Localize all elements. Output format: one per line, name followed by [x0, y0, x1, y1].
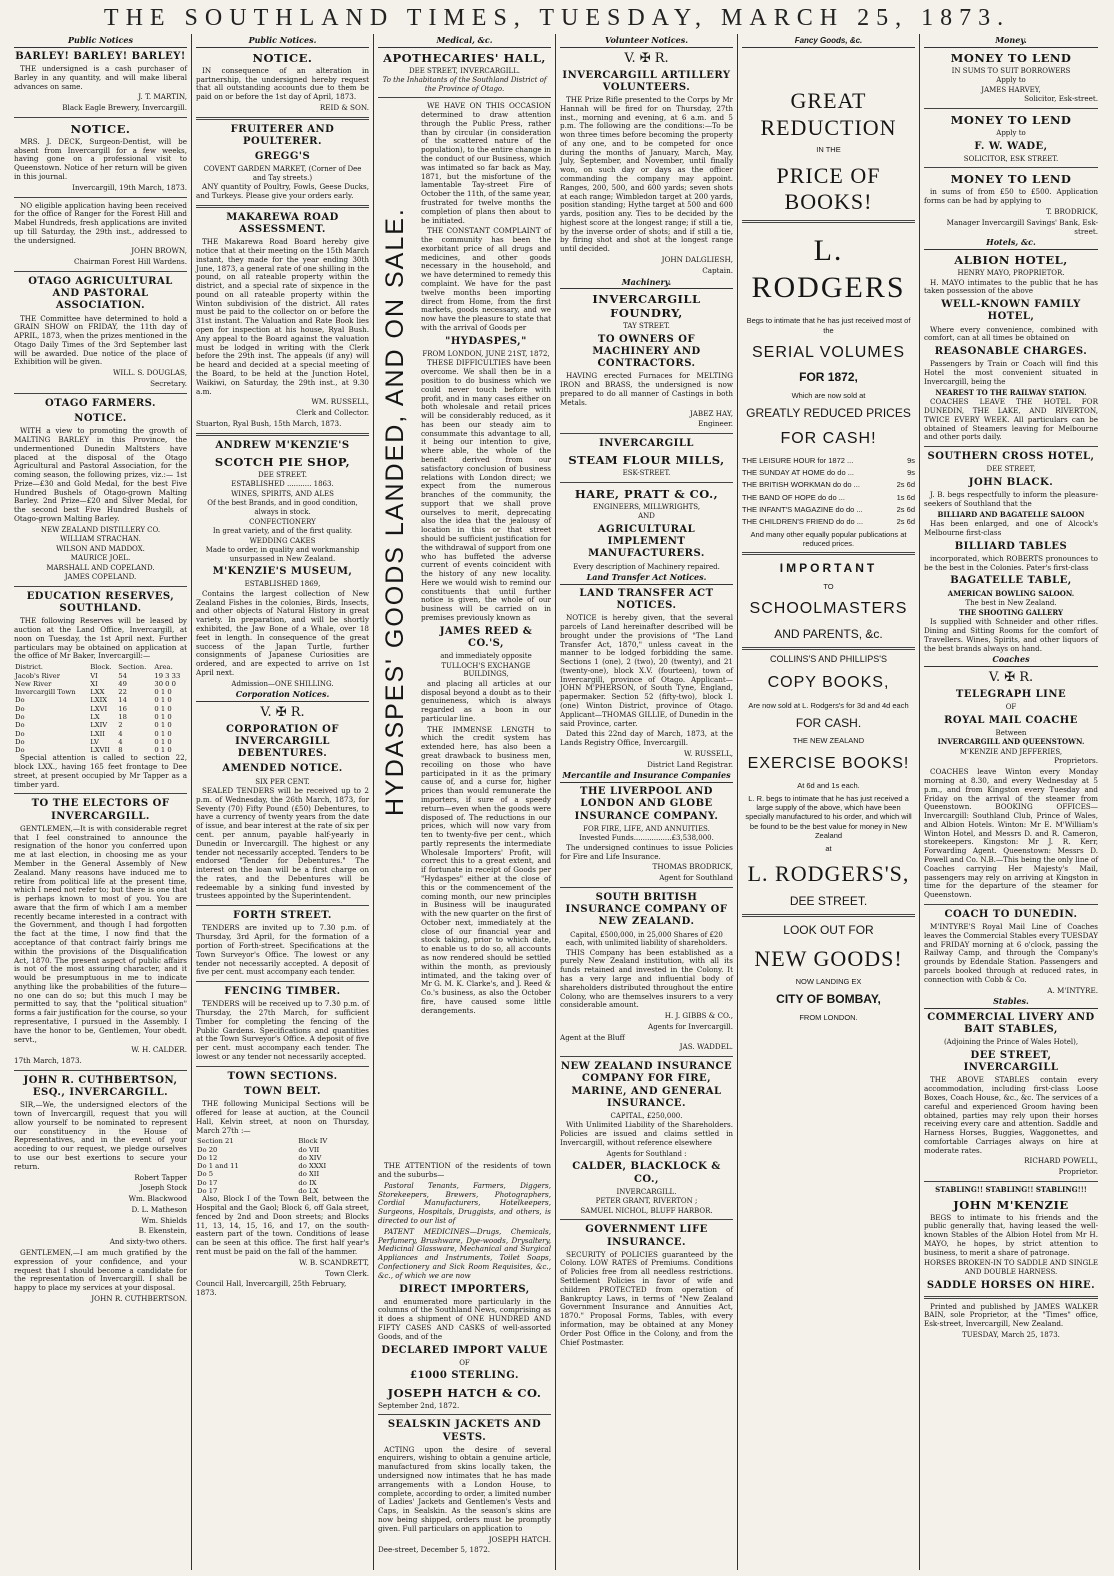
ship-name: "HYDASPES," — [445, 335, 527, 347]
apothecaries-street: DEE STREET, INVERCARGILL. — [409, 66, 520, 75]
sbritish-cap: Capital, £500,000, in 25,000 Shares of £20 each, with unlimited liability of shareholders. — [565, 930, 728, 948]
apothecaries-title: APOTHECARIES' HALL, — [383, 50, 546, 65]
price-row: THE BAND OF HOPE do do ... 1s 6d — [742, 492, 915, 502]
dee-street: DEE STREET. — [789, 893, 868, 908]
makarewa-sig2: Clerk and Collector. — [296, 408, 369, 418]
imprint-date: TUESDAY, March 25, 1873. — [962, 1331, 1060, 1340]
town-title: TOWN SECTIONS. — [227, 1070, 338, 1082]
table-row: Do LXVI 16 0 1 0 — [15, 704, 172, 713]
cross-body2: Has been enlarged, and one of Alcock's Melbourne first-class — [924, 519, 1098, 537]
notice-date: Invercargill, 19th March, 1873. — [72, 182, 187, 192]
mckenzie-line: WEDDING CAKES — [249, 536, 316, 545]
livery-title: COMMERCIAL LIVERY AND BAIT STABLES, — [927, 1012, 1095, 1036]
table-row: Do 17 do LX — [197, 1186, 319, 1195]
land-sig: W. RUSSELL, — [684, 748, 733, 758]
dunedin-body: M'INTYRE'S Royal Mail Line of Coaches leaves the Commercial Stables every TUESDAY and FRIDAY morning at 6 o'clock, passing the Railway Camp, and through the Company's grounds by Edendale Station. Passengers and parcels booked through at reduced rates, in connection with Cobb & Co. — [924, 922, 1098, 984]
sealskin-sig: JOSEPH HATCH. — [488, 1534, 551, 1544]
money-name: T. BRODRICK, — [1045, 206, 1098, 216]
albion-body3: Passengers by Train or Coach will find this Hotel the most convenient situated in Invercargill, being the — [924, 359, 1098, 386]
farmers-name: NEW ZEALAND DISTILLERY CO. — [40, 525, 161, 534]
column-2 — [192, 34, 374, 1570]
fencing-title: FENCING TIMBER. — [224, 986, 341, 998]
barley-sig2: Black Eagle Brewery, Invercargill. — [62, 103, 187, 113]
farmers-title: OTAGO FARMERS. — [44, 397, 157, 409]
telegraph-title: TELEGRAPH LINE — [955, 688, 1067, 700]
stabling-horses: HORSES BROKEN-IN TO SADDLE AND SINGLE AND DOUBLE HARNESS. — [924, 1259, 1098, 1276]
apothecaries-to: To the Inhabitants of the Southland District of the Province of Otago. — [382, 76, 547, 93]
makarewa-date: Stuarton, Ryal Bush, 15th March, 1873. — [196, 418, 342, 428]
great-reduction: GREAT REDUCTION — [760, 87, 897, 140]
land-sig2: District Land Registrar. — [647, 759, 733, 769]
cross-title: SOUTHERN CROSS HOTEL, — [927, 451, 1095, 463]
column-3 — [374, 34, 556, 1570]
section-heading: Hotels, &c. — [924, 238, 1098, 250]
to: TO — [823, 581, 834, 591]
farmers-sub: NOTICE. — [74, 413, 127, 425]
cuthbertson-name: Robert Tapper — [134, 1172, 187, 1182]
town-sig2: Town Clerk. — [325, 1268, 369, 1278]
sealskin-title: SEALSKIN JACKETS AND VESTS. — [387, 1419, 542, 1443]
table-row: Do 12 do XIV — [197, 1153, 322, 1162]
section-heading: Machinery. — [560, 278, 733, 290]
cuthbertson-name: Wm. Shields — [141, 1215, 187, 1225]
section-heading: Coaches — [924, 655, 1098, 667]
albion-prop: HENRY MAYO, PROPRIETOR. — [957, 269, 1065, 278]
fruiterer-title: FRUITERER AND POULTERER. — [230, 123, 335, 147]
opposite: and immediately opposite — [440, 652, 532, 661]
price-row: THE CHILDREN'S FRIEND do do ... 2s 6d — [742, 516, 915, 526]
table-header: Area. — [154, 663, 173, 672]
electors-body: GENTLEMEN,—It is with considerable regret that I feel constrained to announce the resignation of the honor you conferred upon me at last election, in choosing me as your Member in the General Assembly of New Zealand. Many reasons have induced me to retire from political life at the present time, which I need not refer to; but there is one that is perhaps known to most of you. You are aware that the firm of which I am a member recently became interested in a contract with the Government, and though I had forgotten the fact at the time, I now find that the acceptance of that contract fairly brings me within the provisions of the Disqualification Act, 1870. The present aspect of public affairs is not of the most assuring character, and it would be presumptuous in me to indicate anything like the probabilities of the future—no one can do so; but this much I may be permitted to say, that the "political situation" forms a fair justification for the course, so your representative, I pursued in the Assembly. I have the honor to be, Gentlemen, Your obedt. servt., — [14, 823, 187, 1044]
nzins-a2: INVERCARGILL. — [616, 1187, 677, 1196]
declared-value: £1000 STERLING. — [410, 1370, 519, 1382]
govt-body: SECURITY of POLICIES guaranteed by the Colony. LOW RATES of Premiums. Conditions of Policies free from all needless restrictions. Settlement Policies in favor of wife and children PROTECTED from operation of Bankruptcy Laws, in terms of "New Zealand Government Insurance and Annuities Act, 1870." Proposal Forms, Tables, with every information, may be obtained at any Money Order Post Office in the Colony, and from the Chief Postmaster. — [560, 1249, 733, 1347]
in-the: IN THE — [816, 145, 841, 155]
land-body: NOTICE is hereby given, that the several parcels of Land hereinafter described will be brought under the provisions of "The Land Transfer Act, 1870," unless caveat in the manner to be lodged forbidding the same. Sections 1 (one), 2 (two), 20 (twenty), and 21 (twenty-one), block X.V. (fourteen), town of Invercargill, province of Otago. Applicant—JOHN M'PHERSON, of South Tyne, England, papermaker. Section 52 (fifty-two), block I. (one) Winton District, province of Otago. Applicant—THOMAS GILLIE, of Dunedin in the said Province, carter. — [560, 613, 733, 728]
money-role: Manager Invercargill Savings' Bank, Esk-street. — [946, 217, 1098, 236]
money-name: F. W. WADE, — [974, 140, 1048, 152]
hare-title: HARE, PRATT & CO., — [574, 486, 719, 501]
money-role: Solicitor, Esk-street. — [1024, 94, 1098, 104]
sold-at: Which are now sold at — [791, 390, 866, 400]
table-row: Do LXIX 14 0 1 0 — [15, 696, 172, 705]
sbritish-bluff2: JAS. WADDEL. — [679, 1042, 733, 1052]
town-body: THE following Municipal Sections will be offered for lease at auction, at the Council Hall, Kelvin street, at noon on Thursday, March 27th :— — [196, 1099, 369, 1135]
town-body2: Also, Block I of the Town Belt, between the Hospital and the Gaol; Block 6, off Gala street, fenced by 2nd and Doon streets; and Blocks 11, 13, 14, 15, 16, and 17, on the south-eastern part of the town. Conditions of lease can be seen at this office. The first half year's rent must be paid on the fall of the hammer. — [196, 1194, 369, 1256]
section-heading: Public Notices — [14, 36, 187, 48]
notice-title: NOTICE. — [252, 50, 313, 65]
telegraph-props: M'KENZIE AND JEFFERIES, — [959, 747, 1063, 756]
table-row: Do 17 do IX — [197, 1178, 317, 1187]
nzins-agents: Agents for Southland : — [606, 1149, 687, 1158]
telegraph-name: ROYAL MAIL COACHE — [944, 714, 1078, 726]
section-heading: Volunteer Notices. — [560, 36, 733, 48]
royal-crest-icon: V. ✠ R. — [624, 50, 669, 66]
barley-sig: J. T. MARTIN, — [138, 92, 187, 102]
dunedin-title: COACH TO DUNEDIN. — [944, 908, 1078, 920]
ranger-sig: JOHN BROWN, — [131, 246, 187, 256]
electors-sig: W. H. CALDER. — [131, 1045, 187, 1055]
albion-nearest: NEAREST TO THE RAILWAY STATION. — [935, 387, 1087, 397]
sbritish-sig: H. J. GIBBS & CO., — [664, 1011, 733, 1021]
money-title: MONEY TO LEND — [950, 113, 1072, 128]
albion-title: ALBION HOTEL, — [954, 253, 1068, 268]
cuthbertson-body2: GENTLEMEN,—I am much gratified by the expression of your confidence, and your request that I should become a candidate for the representation of Invercargill. I shall be happy to place my services at your disposal. — [14, 1248, 187, 1293]
liverpool-sig: THOMAS BRODRICK, — [652, 862, 733, 872]
mills-street: ESK-STREET. — [622, 469, 671, 478]
imprint: Printed and published by JAMES WALKER BAIN, sole Proprietor, at the "Times" office, Esk-street, Invercargill, New Zealand. — [924, 1301, 1098, 1329]
cross-body3: incorporated, which ROBERTS pronounces to be the best in the Colonies. Pater's first-class — [924, 553, 1098, 572]
money-title: MONEY TO LEND — [950, 50, 1072, 65]
sbritish-body: THIS Company has been established as a purely New Zealand institution, with all its funds retained and invested in the Colony. It has a very large and influential body of shareholders distributed throughout the entire Colony, who are themselves insurers to a very considerable amount. — [560, 947, 733, 1010]
price-row: THE BRITISH WORKMAN do do ... 2s 6d — [742, 480, 915, 490]
money-sub: IN SUMS TO SUIT BORROWERS — [951, 66, 1071, 75]
foundry-sig: JABEZ HAY, — [689, 408, 733, 418]
apothecaries-list1: Pastoral Tenants, Farmers, Diggers, Storekeepers, Brewers, Photographers, Cordial Manufacturers, Hotelkeepers, Surgeons, Hospitals, Druggists, and others, is directed to our list of — [378, 1180, 551, 1226]
vertical-banner: HYDASPES' GOODS LANDED, AND ON SALE. — [381, 207, 409, 817]
stabling-title: STABLING!! STABLING!! STABLING!!! — [935, 1184, 1087, 1194]
makarewa-sig: WM. RUSSELL, — [311, 397, 369, 407]
education-table — [14, 663, 187, 754]
electors-date: 17th March, 1873. — [14, 1056, 82, 1066]
new-goods: NEW GOODS! — [754, 946, 903, 972]
telegraph-props2: Proprietors. — [1054, 756, 1098, 766]
cuthbertson-sig: JOHN R. CUTHBERTSON. — [91, 1293, 187, 1303]
money-apply: Apply to — [996, 129, 1026, 138]
for-1872: FOR 1872, — [799, 370, 858, 385]
column-1 — [10, 34, 192, 1570]
cross-gallery: THE SHOOTING GALLERY — [959, 607, 1063, 617]
direct-importers: DIRECT IMPORTERS, — [399, 1283, 530, 1295]
ranger-sig2: Chairman Forest Hill Wardens. — [73, 257, 187, 267]
cross-body: J. B. begs respectfully to inform the pleasure-seekers of Southland that the — [924, 490, 1098, 508]
telegraph-of: OF — [1005, 703, 1017, 712]
farmers-name: JAMES COPELAND. — [64, 573, 137, 582]
mills-title: INVERCARGILL — [599, 438, 694, 450]
foundry-sig2: Engineer. — [698, 419, 733, 429]
telegraph-route: INVERCARGILL AND QUEENSTOWN. — [937, 737, 1085, 747]
notice-sig: REID & SON. — [319, 102, 369, 112]
fruiterer-sub: COVENT GARDEN MARKET, (Corner of Dee and Tay streets.) — [203, 165, 362, 182]
mckenzie-line: In great variety, and of the first quality. — [212, 527, 353, 536]
serial-volumes: SERIAL VOLUMES — [751, 343, 905, 361]
table-row: Invercargill Town LXX 22 0 1 0 — [15, 688, 172, 697]
fencing-body: TENDERS will be received up to 7.30 p.m. of Thursday, the 27th March, for sufficient Timber for completing the fencing of the Public Gardens. Specifications and quantities at the Town Surveyor's Office. A deposit of five per cent. must accompany each tender. The lowest or any tender not necessarily accepted. — [196, 999, 369, 1062]
premises: JAMES REED & CO.'S, — [439, 625, 533, 650]
from-london: FROM LONDON. — [799, 1012, 858, 1022]
artillery-sig: JOHN DALGLIESH, — [661, 255, 733, 265]
hare-sub: ENGINEERS, MILLWRIGHTS, — [592, 502, 701, 511]
price-row: THE SUNDAY AT HOME do do ... 9s — [742, 468, 915, 478]
liverpool-body: The undersigned continues to issue Policies for Fire and Life Insurance. — [560, 842, 733, 861]
column-5 — [738, 34, 920, 1570]
money-apply: Apply to — [996, 76, 1026, 85]
albion-body: H. MAYO intimates to the public that he has taken possession of the above — [924, 277, 1098, 296]
mckenzie-title: ANDREW M'KENZIE'S — [215, 439, 350, 451]
museum-sub: ESTABLISHED 1869, — [244, 580, 321, 589]
many-others: And many other equally popular publications at reduced prices. — [750, 529, 907, 549]
section-heading: Medical, &c. — [378, 36, 551, 48]
sbritish-sig2: Agents for Invercargill. — [648, 1021, 733, 1031]
table-header: District. — [15, 663, 43, 672]
livery-sub: (Adjoining the Prince of Wales Hotel), — [943, 1038, 1079, 1047]
lr-body: L. R. begs to intimate that he has just received a large supply of the above, which have been specially manufactured to his order, and which will be found to be the best value for money in New Zealand — [745, 794, 912, 840]
copy-books: COPY BOOKS, — [767, 674, 890, 692]
apothecaries-p6: THE ATTENTION of the residents of town and the suburbs— — [378, 1161, 551, 1180]
electors-title: TO THE ELECTORS OF INVERCARGILL. — [31, 798, 170, 822]
land-date: Dated this 22nd day of March, 1873, at the Lands Registry Office, Invercargill. — [560, 729, 733, 748]
hare-body: Every description of Machinery repaired. — [573, 562, 720, 571]
section-heading: Fancy Goods, &c. — [742, 36, 915, 48]
firm-name: JOSEPH HATCH & CO. — [387, 1385, 542, 1400]
corp-sub2: SIX PER CENT. — [255, 777, 310, 786]
otago-title: OTAGO AGRICULTURAL AND PASTORAL ASSOCIATION. — [28, 276, 173, 312]
town-sig: W. B. SCANDRETT, — [299, 1257, 369, 1267]
cuthbertson-name: D. L. Matheson — [131, 1204, 187, 1214]
museum-title: M'KENZIE'S MUSEUM, — [212, 566, 353, 578]
cuthbertson-name: And sixty-two others. — [109, 1237, 187, 1247]
section-heading: Corporation Notices. — [196, 690, 369, 702]
sealskin-date: Dee-street, December 5, 1872. — [378, 1545, 491, 1555]
schoolmasters: SCHOOLMASTERS — [749, 599, 908, 617]
artillery-title: INVERCARGILL ARTILLERY VOLUNTEERS. — [562, 69, 731, 93]
cross-tables: BILLIARD TABLES — [954, 540, 1068, 552]
notice-body: IN consequence of an alteration in partnership, the undersigned hereby request that all outstanding accounts due to them be paid on or before the 1st day of April, 1873. — [196, 65, 369, 102]
stabling-body: BEGS to intimate to his friends and the public generally that, having leased the well-known Stables of the Albion Hotel from Mr H. MAYO, he hopes, by strict attention to business, to merit a share of patronage. — [924, 1212, 1098, 1257]
table-row: Do LXIV 2 0 1 0 — [15, 721, 172, 730]
opposite2: TULLOCH'S EXCHANGE BUILDINGS, — [441, 661, 531, 679]
royal-crest-icon: V. ✠ R. — [988, 670, 1034, 686]
city-of-bombay: CITY OF BOMBAY, — [776, 992, 881, 1007]
farmers-name: WILLIAM STRACHAN. — [60, 535, 141, 544]
mckenzie-line: Made to order, in quality and workmanship unsurpassed in New Zealand. — [205, 546, 360, 563]
town-sub: TOWN BELT. — [244, 1085, 321, 1097]
money-body: in sums of from £50 to £500. Application forms can be had by applying to — [924, 187, 1098, 206]
fruiterer-body: ANY quantity of Poultry, Fowls, Geese Ducks, and Turkeys. Please give your orders early. — [196, 182, 369, 201]
table-row: Do 5 do XII — [197, 1170, 320, 1179]
cuthbertson-title: JOHN R. CUTHBERTSON, ESQ., INVERCARGILL. — [23, 1074, 178, 1099]
look-out: LOOK OUT FOR — [783, 923, 874, 938]
price-row: THE LEISURE HOUR for 1872 ... 9s — [742, 456, 915, 466]
forth-body: TENDERS are invited up to 7.30 p.m. of Thursday, 3rd April, for the formation of a portion of Forth-street. Specifications at the Town Surveyor's Office. The lowest or any tender not necessarily accepted. A deposit of five per cent. must accompany each tender. — [196, 923, 369, 977]
section-heading: Land Transfer Act Notices. — [560, 573, 733, 585]
livery-sig: RICHARD POWELL, — [1024, 1156, 1098, 1166]
cuthbertson-body: SIR,—We, the undersigned electors of the town of Invercargill, request that you will allow yourself to be nominated to represent our constituency in the House of Representatives, and in the event of your acceding to our request, we pledge ourselves to use our best exertions to secure your return. — [14, 1100, 187, 1171]
for-cash: FOR CASH! — [780, 429, 877, 447]
and-parents: AND PARENTS, &c. — [774, 626, 883, 641]
museum-admission: Admission—ONE SHILLING. — [231, 679, 334, 688]
cuthbertson-name: Joseph Stock — [139, 1183, 187, 1193]
column-4 — [556, 34, 738, 1570]
money-name: JAMES HARVEY, — [981, 85, 1041, 94]
cross-name: JOHN BLACK. — [968, 476, 1054, 488]
corp-title: CORPORATION OF INVERCARGILL DEBENTURES. — [226, 723, 339, 760]
mckenzie-name: SCOTCH PIE SHOP, — [214, 454, 351, 469]
hare-sub2: AGRICULTURAL IMPLEMENT MANUFACTURERS. — [588, 523, 705, 560]
notice-body: MRS. J. DECK, Surgeon-Dentist, will be absent from Invercargill for a few weeks, having gone on a professional visit to Queenstown. Notice of her return will be given in this journal. — [14, 136, 187, 181]
liverpool-funds: Invested Funds.................£3,538,000. — [579, 834, 714, 843]
telegraph-body: COACHES leave Winton every Monday morning at 8.30, and every Wednesday at 5 p.m., and from Kingston every Tuesday and Friday on the arrival of the steamer from Queenstown. BOOKING OFFICES—Invercargill: Southland Club, Prince of Wales, and Albion Hotels. Winton: Mr E. M'William's Winton Hotel, and Messrs D. and R. Cameron, storekeepers. Kingston: Mr J. R. Kerr, Forwarding Agent. Queenstown: Messrs D. Powell and Co. N.B.—This being the only line of Coaches carrying Her Majesty's Mail, passengers may rely on arriving at Kingston in time for the departure of the steamer for Queenstown. — [924, 767, 1098, 900]
makarewa-title: MAKAREWA ROAD ASSESSMENT. — [226, 211, 339, 236]
money-role: SOLICITOR, ESK STREET. — [963, 154, 1059, 163]
barley-body: THE undersigned is a cash purchaser of Barley in any quantity, and will make liberal advances on same. — [14, 63, 187, 91]
artillery-sig2: Captain. — [702, 265, 733, 275]
section-heading: Mercantile and Insurance Companies — [560, 771, 733, 783]
ship-from: FROM LONDON, JUNE 21ST, 1872, — [422, 349, 550, 358]
education-body: THE following Reserves will be leased by auction at the Land Office, Invercargill, at noon on Tuesday, the 1st April next. Further particulars may be obtained on application at the office of Mr Baker, Invercargill:— — [14, 616, 187, 661]
sealskin-body: ACTING upon the desire of several enquirers, wishing to obtain a genuine article, manufactured from skins locally taken, the undersigned now intimates that he has made arrangements with a London House, to complete, according to order, a limited number of Ladies' Jackets and Gentlemen's Vests and Caps, in Sealskin. As the season's skins are now being shipped, orders must be promptly given. Full particulars on application to — [378, 1444, 551, 1533]
declared: DECLARED IMPORT VALUE — [381, 1344, 548, 1356]
liverpool-title: THE LIVERPOOL AND LONDON AND GLOBE INSURANCE COMPANY. — [574, 786, 719, 822]
albion-charges: REASONABLE CHARGES. — [934, 346, 1088, 358]
rodgers-shop: L. RODGERS'S, — [747, 861, 910, 887]
sbritish-bluff: Agent at the Bluff — [560, 1032, 625, 1042]
table-row: Do LX 18 0 1 0 — [15, 712, 172, 721]
cross-saloon: BILLIARD AND BAGATELLE SALOON — [937, 509, 1085, 519]
stabling-name: JOHN M'KENZIE — [953, 1197, 1069, 1212]
nzins-a1: CALDER, BLACKLOCK & CO., — [572, 1161, 721, 1185]
forth-title: FORTH STREET. — [233, 910, 332, 922]
now-landing: NOW LANDING EX — [795, 976, 862, 986]
museum-body: Contains the largest collection of New Zealand Fishes in the colonies, Birds, Insects, and other objects of Natural History in great variety. In preparation, and will be shortly exhibited, the Jaw Bone of a Whale, over 18 feet in length. In consequence of the great success of the Japan Turtle, further consignments of Japanese Curiosities are ordered, and are expected to arrive on 1st April next. — [196, 588, 369, 677]
foundry-body: HAVING erected Furnaces for MELTING IRON and BRASS, the undersigned is now prepared to do all manner of Castings in both Metals. — [560, 371, 733, 407]
rodgers-name: L. RODGERS — [751, 234, 906, 304]
education-note: Special attention is called to section 22, block LXX., having 165 feet frontage to Dee street, at present occupied by Mr Tapper as a timber yard. — [14, 753, 187, 789]
section-heading: Money. — [924, 36, 1098, 48]
otago-sig: WILL. S. DOUGLAS, — [113, 368, 187, 378]
farmers-body: WITH a view to promoting the growth of MALTING BARLEY in this Province, the undermentioned Dunedin Maltsters have placed at the disposal of the Otago Agricultural and Pastoral Association, for the coming season, the following prizes, viz.:— 1st Prize—£30 and Gold Medal, for the best Five Hundred Bushels of Otago-grown Malting Barley. 2nd Prize—£20 and Silver Medal, for the second best Five Hundred Bushels of Otago-grown Malting Barley. — [14, 426, 187, 524]
cross-bagatelle: BAGATELLE TABLE, — [950, 575, 1072, 587]
cross-body5: Is supplied with Schneider and other rifles. Dining and Sitting Rooms for the comfort of Travellers. Wines, Spirits, and other liquors of the best brands always on hand. — [924, 617, 1098, 653]
table-header: Block. — [90, 663, 112, 672]
telegraph-between: Between — [995, 728, 1027, 737]
apothecaries-p7: and enumerated more particularly in the columns of the Southland News, comprising as it does a shipment of ONE HUNDRED AND FIFTY CASES AND CASKS of well-assorted Goods, and of the — [378, 1296, 551, 1341]
price-of-books: PRICE OF BOOKS! — [776, 162, 881, 215]
makarewa-body: THE Makarewa Road Board hereby give notice that at their meeting on the 15th March instant, they made for the year ending 30th June, 1873, a general rate of one shilling in the pound, on all rateable property within the district, and a special rate of sixpence in the pound on all rateable property within the Winton subdivision of the district. All rates must be paid to the collector on or before the 31st instant. The Valuation and Rate Book lies open for inspection at his house, Ryal Bush. Any appeal to the Board against the valuation must be lodged in writing with the Clerk before the 29th inst. The appeals (if any) will be heard and decided at a special meeting of the Board, to be held at the Junction Hotel, Waikiwi, on Saturday, the 29th inst., at 9.30 a.m. — [196, 237, 369, 396]
mckenzie-street: DEE STREET. — [258, 470, 307, 479]
declared-of: OF — [459, 1358, 470, 1367]
foundry-sub: TO OWNERS OF MACHINERY AND CONTRACTORS. — [592, 333, 701, 370]
mckenzie-est: ESTABLISHED ........... 1863. — [231, 480, 334, 489]
foundry-title: INVERCARGILL FOUNDRY, — [592, 292, 701, 321]
begs: Begs to intimate that he has just received most of the — [746, 316, 911, 335]
table-row: Do LXII 4 0 1 0 — [15, 729, 172, 738]
town-table — [196, 1137, 369, 1195]
albion-body4: COACHES LEAVE THE HOTEL FOR DUNEDIN, THE LAKE, AND RIVERTON, TWICE EVERY WEEK. All particulars can be obtained of Steamers leaving for Melbourne and other ports daily. — [924, 397, 1098, 442]
firm-date: September 2nd, 1872. — [378, 1400, 460, 1410]
apothecaries-list2: PATENT MEDICINES—Drugs, Chemicals, Perfumery, Brushware, Dye-woods, Drysaltery, Medicinal Glassware, Mechanical and Surgical Appliances and Instruments, Toilet Soaps, Confectionery and Sick Room Requisites, &c., &c., of which we are now — [378, 1226, 551, 1280]
town-date: Council Hall, Invercargill, 25th February, 1873. — [196, 1279, 347, 1298]
mills-name: STEAM FLOUR MILLS, — [568, 453, 725, 468]
table-row: Do 20 do VII — [197, 1145, 320, 1154]
money-title: MONEY TO LEND — [950, 172, 1072, 187]
mckenzie-line: WINES, SPIRITS, AND ALES — [231, 489, 334, 498]
masthead: THE SOUTHLAND TIMES, TUESDAY, MARCH 25, 1873. — [103, 5, 1011, 31]
ranger-body: NO eligible application having been received for the office of Ranger for the Forest Hill and Mabel Hundreds, fresh applications are invited up till Saturday, the 29th inst., addressed to the undersigned. — [14, 200, 187, 245]
cross-street: DEE STREET, — [986, 465, 1036, 474]
newspaper-columns — [10, 34, 1108, 1570]
table-row: New River XI 49 30 0 0 — [15, 679, 176, 688]
section-heading: Public Notices. — [196, 36, 369, 48]
land-title: LAND TRANSFER ACT NOTICES. — [579, 587, 714, 612]
otago-sig2: Secretary. — [150, 379, 187, 389]
for-cash-2: FOR CASH. — [795, 715, 862, 730]
exercise-books: EXERCISE BOOKS! — [747, 754, 910, 772]
education-title: EDUCATION RESERVES, SOUTHLAND. — [26, 590, 175, 615]
hare-and: AND — [638, 512, 655, 521]
table-row: Do LXVII 8 0 1 0 — [15, 746, 172, 755]
apothecaries-p1: WE HAVE ON THIS OCCASION determined to draw attention through the Public Press, rather than by circular (in consideration of the scattered nature of the population), to the entire change in the conduct of our Business, which was intimated so far back as May, 1871, but the misfortune of the lamentable Tay-street Fire of October the 11th, of the same year, frustrated for twelve months the completion of plans then about to be initiated. — [421, 101, 551, 225]
nzins-a3: PETER GRANT, RIVERTON ; — [595, 1197, 698, 1206]
corp-body: SEALED TENDERS will be received up to 2 p.m. of Wednesday, the 26th March, 1873, for Seventy (70) Fifty Pound (£50) Debentures, to have a currency of twenty years from the date of issue, and bear interest at the rate of six per cent. per annum, payable half-yearly in Dunedin or Invercargill. The highest or any tender not necessarily accepted. Tenders to be endorsed "Tender for Debentures." The interest on the loan will be a first charge on the rates, and the Debentures will be redeemable by a sinking fund invested by trustees appointed by the Superintendent. — [196, 786, 369, 901]
apothecaries-p3: THESE DIFFICULTIES have been overcome. We shall then be in a position to do business which we could never touch before with profit, and in many cases either on both wholesale and retail prices will be considerably reduced, as it has been our steady aim to consummate this advantage to all, it being our intention to give, where able, the whole of the benefit derived from our satisfactory conclusion of business relations with London direct; we expect from the numerous branches of the community, the support that we shall prove ourselves to merit, deprecating also the idea that the jealousy of location in this or that street should be sufficient justification for the withdrawal of support from one who has buffeted the adverse current of events coincident with the history of any new locality. Here we would wish to remind our constituents that until further notice is given, the whole of our business will be carried on in premises previously known as — [421, 358, 551, 623]
dunedin-sig: A. M'INTYRE. — [1047, 985, 1098, 995]
livery-street: DEE STREET, INVERCARGILL — [963, 1050, 1059, 1074]
artillery-body: THE Prize Rifle presented to the Corps by Mr Hannah will be fired for on Thursday, 27th inst., morning and evening, at 6 a.m. and 5 p.m. The following are the conditions:—To be won three times before becoming the property of any one, and to be competed for once during the months of January, March, May, July, September, and November, until finally won, on such day or days as the officer commanding the company may appoint. Ranges, 200, 500, and 600 yards; seven shots at each range; Wimbledon target at 200 yards, position standing; Hythe target at 500 and 600 yards, position any. Ties to be decided by the highest score at the longest range; if still a tie, by the inverse order of shots; and if still a tie, by firing shot and shot at the longest range until decided. — [560, 94, 733, 254]
table-row: Section 21 Block IV — [197, 1137, 328, 1146]
stabling-saddle: SADDLE HORSES ON HIRE. — [926, 1279, 1096, 1291]
notice-title: NOTICE. — [70, 121, 131, 136]
sbritish-title: SOUTH BRITISH INSURANCE COMPANY OF NEW ZEALAND. — [565, 891, 728, 928]
table-row: Jacob's River VI 54 19 3 33 — [15, 671, 181, 680]
apothecaries-p5: THE IMMENSE LENGTH to which the credit system has extended here, has also been a great drawback to business men, recoiling on those who have participated in it as the primary cause of, and a curse for, higher prices than would remunerate the importers, if sure of a speedy return—even when the goods were disposed of. The reductions in our prices, which will now vary from ten to twenty-five per cent., which partly represents the intermediate Wholesale Importers' Profit, will correct this to a great extent, and if fortunate in receipt of Goods per "Hydaspes" either at the close of this or the commencement of the coming month, our new principles in Business will be inaugurated with the new quarter on the first of October next, immediately at the close of our financial year and stock taking, prior to which date, to enable us to do so, all accounts as now rendered should be settled within the month, as previously intimated, and the taking over of Mr G. M. K. Clarke's, and J. Reed & Co.'s business, as also the October fire, have caused some little derangements. — [421, 724, 551, 1015]
greatly-reduced: GREATLY REDUCED PRICES — [746, 405, 911, 420]
copy-sold: Are now sold at L. Rodgers's for 3d and 4d each — [748, 700, 909, 710]
column-6 — [920, 34, 1102, 1570]
fruiterer-name: GREGG'S — [254, 151, 311, 163]
cross-american: AMERICAN BOWLING SALOON. — [947, 588, 1075, 598]
collins: COLLINS'S AND PHILLIPS'S — [770, 654, 887, 665]
new-zealand: THE NEW ZEALAND — [792, 736, 865, 746]
farmers-name: MARSHALL AND COPELAND. — [46, 563, 155, 572]
livery-body: THE ABOVE STABLES contain every accommodation, including first-class Loose Boxes, Coach House, &c., &c. The services of a careful and experienced Groom having been obtained, parties may rely upon their horses receiving every care and attention. Saddle and Harness Horses, Buggies, Waggonettes, and comfortable Carriages always on hire at moderate rates. — [924, 1075, 1098, 1155]
farmers-name: WILSON AND MADDOX. — [56, 544, 145, 553]
section-heading: Stables. — [924, 997, 1098, 1009]
govt-title: GOVERNMENT LIFE INSURANCE. — [585, 1224, 708, 1248]
mckenzie-line: Of the best Brands, and in good condition, always in stock. — [207, 499, 358, 516]
royal-crest-icon: V. ✠ R. — [260, 704, 305, 720]
albion-body2: Where every convenience, combined with comfort, can at all times be obtained on — [924, 324, 1098, 343]
otago-body: THE Committee have determined to hold a GRAIN SHOW on FRIDAY, the 11th day of APRIL, 1873, when the prizes mentioned in the Otago Daily Times of the 3rd September last will be awarded. Due notice of the place of Exhibition will be given. — [14, 313, 187, 367]
table-row: Do LV 4 0 1 0 — [15, 737, 172, 746]
at-price: At 6d and 1s each. — [797, 781, 860, 791]
barley-title: BARLEY! BARLEY! BARLEY! — [15, 50, 186, 62]
corp-sub: AMENDED NOTICE. — [222, 763, 343, 775]
table-row: Do 1 and 11 do XXXI — [197, 1162, 327, 1171]
nzins-title: NEW ZEALAND INSURANCE COMPANY FOR FIRE, MARINE, AND GENERAL INSURANCE. — [560, 1061, 733, 1109]
nzins-body: With Unlimited Liability of the Shareholders. Policies are issued and claims settled in Invercargill, without reference elsewhere — [560, 1120, 733, 1148]
apothecaries-p2: THE CONSTANT COMPLAINT of the community has been the exorbitant price of all drugs and medicines, and other goods necessary in the household, and we have determined to remedy this complaint. We have for the past twelve months been importing direct from Home, from the first markets, goods necessary, and we now have the pleasure to state that with the arrival of Goods per — [421, 226, 551, 332]
price-row: THE INFANT'S MAGAZINE do do ... 2s 6d — [742, 504, 915, 514]
apothecaries-p4: and placing all articles at our disposal beyond a doubt as to their genuineness, which is always regarded as a boon in our particular line. — [421, 678, 551, 723]
cuthbertson-name: Wm. Blackwood — [128, 1194, 187, 1204]
mckenzie-line: CONFECTIONERY — [249, 517, 316, 526]
table-header: Section. — [118, 663, 147, 672]
foundry-street: TAY STREET. — [623, 322, 670, 331]
nzins-a4: SAMUEL NICHOL, BLUFF HARBOR. — [580, 1206, 713, 1215]
nzins-cap: CAPITAL, £250,000. — [610, 1111, 683, 1120]
livery-sig2: Proprietor. — [1058, 1167, 1098, 1177]
liverpool-sub: FOR FIRE, LIFE, AND ANNUITIES. — [583, 824, 710, 833]
cross-body4: The best in New Zealand. — [965, 599, 1057, 608]
liverpool-sig2: Agent for Southland — [659, 873, 733, 883]
farmers-name: MAURICE JOEL. — [70, 554, 131, 563]
at: at — [825, 843, 832, 853]
albion-well: WELL-KNOWN FAMILY HOTEL, — [941, 299, 1081, 323]
important: IMPORTANT — [779, 561, 878, 576]
cuthbertson-name: B. Ekenstein, — [138, 1226, 187, 1236]
